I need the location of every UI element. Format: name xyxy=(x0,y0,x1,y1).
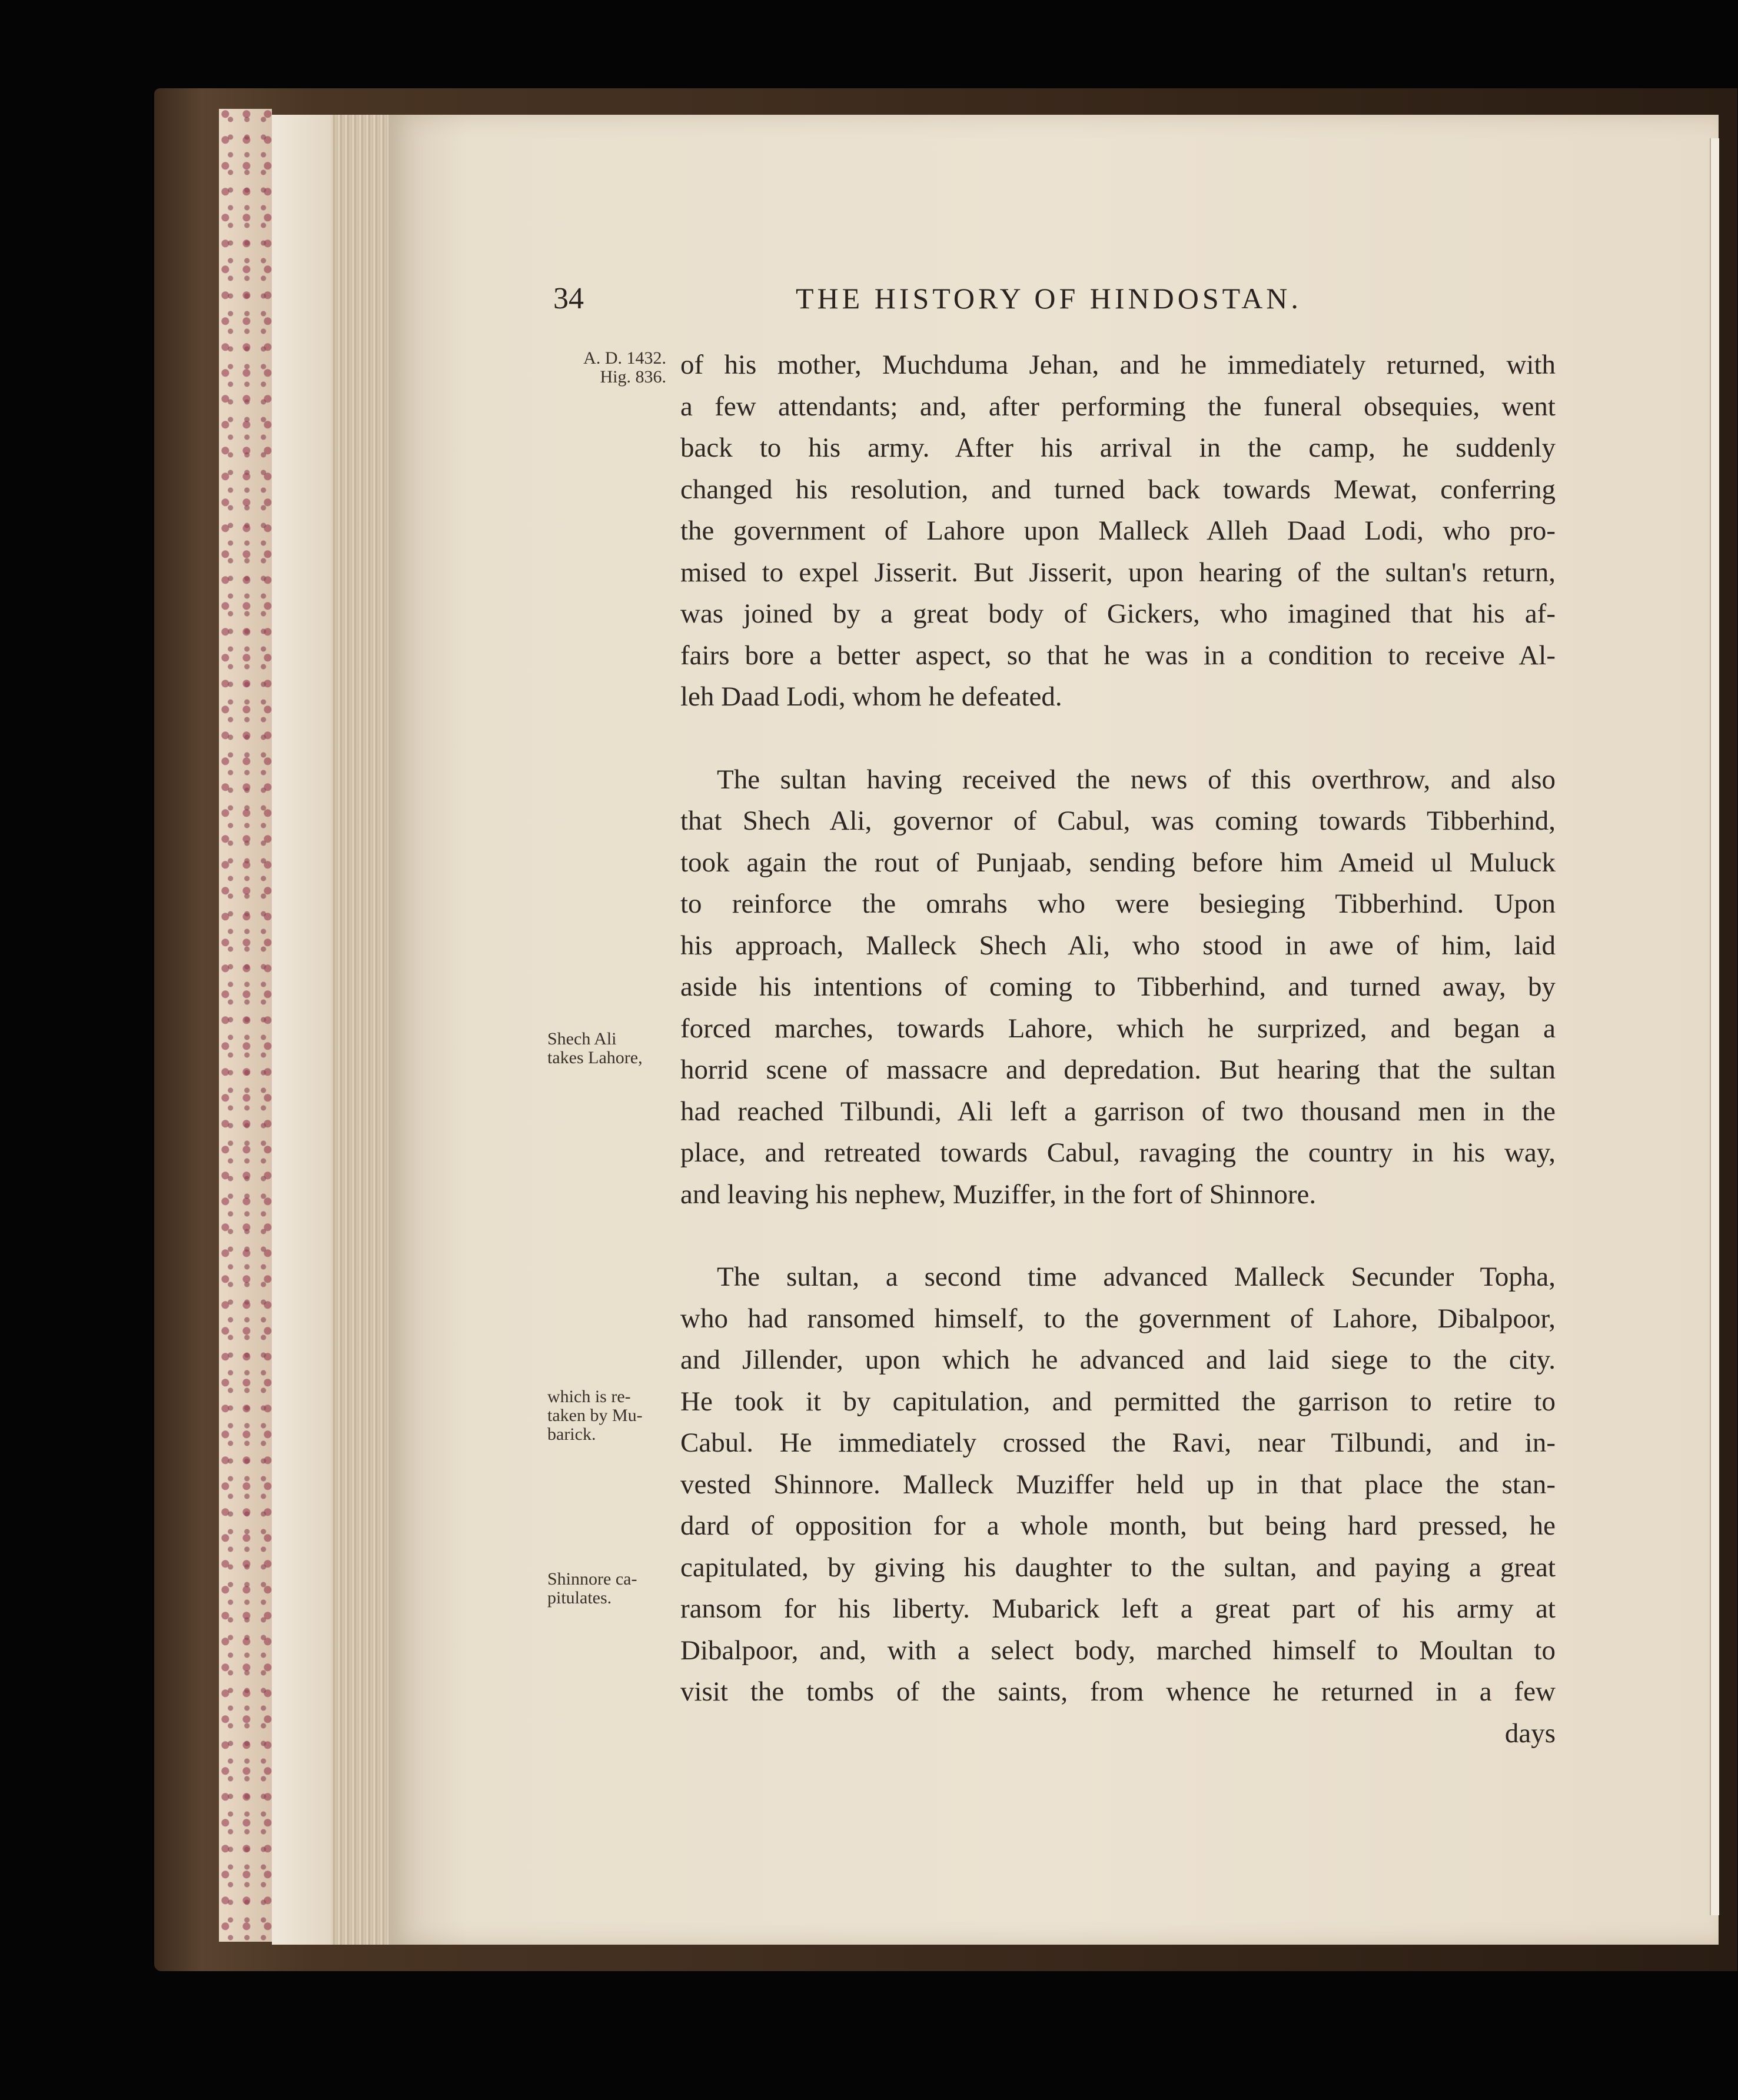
text-line: The sultan, a second time advanced Malleck Secunder Topha, xyxy=(717,1262,1556,1292)
text-line: capitulated, by giving his daughter to the sultan, and paying a great xyxy=(680,1552,1556,1583)
text-line: who had ransomed himself, to the government of Lahore, Dibalpoor, xyxy=(680,1303,1556,1334)
margin-note-retaken: which is re- taken by Mu- barick. xyxy=(547,1387,643,1444)
paragraph-3 xyxy=(680,1256,1556,1754)
text-line: a few attendants; and, after performing the funeral obsequies, went xyxy=(680,391,1556,422)
text-line: vested Shinnore. Malleck Muziffer held up in that place the stan- xyxy=(680,1469,1556,1500)
margin-note-shech-ali: Shech Ali takes Lahore, xyxy=(547,1029,643,1067)
text-line: changed his resolution, and turned back towards Mewat, conferring xyxy=(680,474,1556,505)
text-line: and leaving his nephew, Muziffer, in the fort of Shinnore. xyxy=(680,1179,1317,1210)
text-line: visit the tombs of the saints, from whence he returned in a few xyxy=(680,1676,1556,1707)
running-title: THE HISTORY OF HINDOSTAN. xyxy=(796,282,1302,315)
text-line: that Shech Ali, governor of Cabul, was coming towards Tibberhind, xyxy=(680,806,1556,836)
text-line: leh Daad Lodi, whom he defeated. xyxy=(680,681,1062,712)
text-line: place, and retreated towards Cabul, ravaging the country in his way, xyxy=(680,1137,1556,1168)
marbled-endpaper xyxy=(219,109,272,1942)
text-line: to reinforce the omrahs who were besieging Tibberhind. Upon xyxy=(680,888,1556,919)
body-text xyxy=(680,344,1556,1754)
text-line: of his mother, Muchduma Jehan, and he immediately returned, with xyxy=(680,350,1556,380)
page-number: 34 xyxy=(553,282,584,315)
text-line: fairs bore a better aspect, so that he was in a condition to receive Al- xyxy=(680,640,1556,671)
text-line: took again the rout of Punjaab, sending before him Ameid ul Muluck xyxy=(680,847,1556,878)
text-line: He took it by capitulation, and permitted the garrison to retire to xyxy=(680,1386,1556,1417)
page-right-edge xyxy=(1710,138,1719,1915)
text-line: and Jillender, upon which he advanced and laid siege to the city. xyxy=(680,1344,1556,1375)
page-header xyxy=(0,281,1738,322)
text-line: Cabul. He immediately crossed the Ravi, near Tilbundi, and in- xyxy=(680,1427,1556,1458)
catchword: days xyxy=(1504,1718,1556,1749)
margin-note-shinnore: Shinnore ca- pitulates. xyxy=(547,1569,637,1608)
text-line: ransom for his liberty. Mubarick left a great part of his army at xyxy=(680,1593,1556,1624)
text-line: his approach, Malleck Shech Ali, who stood in awe of him, laid xyxy=(680,930,1556,961)
text-line: back to his army. After his arrival in the camp, he suddenly xyxy=(680,432,1556,463)
paragraph-2 xyxy=(680,759,1556,1216)
text-line: had reached Tilbundi, Ali left a garrison of two thousand men in the xyxy=(680,1096,1556,1127)
text-line: dard of opposition for a whole month, but being hard pressed, he xyxy=(680,1510,1556,1541)
text-line: The sultan having received the news of this overthrow, and also xyxy=(717,764,1556,795)
paragraph-1 xyxy=(680,344,1556,718)
text-line: the government of Lahore upon Malleck Alleh Daad Lodi, who pro- xyxy=(680,515,1556,546)
text-line: Dibalpoor, and, with a select body, marched himself to Moultan to xyxy=(680,1635,1556,1666)
text-line: horrid scene of massacre and depredation. But hearing that the sultan xyxy=(680,1054,1556,1085)
text-line: mised to expel Jisserit. But Jisserit, upon hearing of the sultan's return, xyxy=(680,557,1556,588)
text-line: was joined by a great body of Gickers, who imagined that his af- xyxy=(680,598,1556,629)
text-line: aside his intentions of coming to Tibberhind, and turned away, by xyxy=(680,971,1556,1002)
page-edges-light xyxy=(272,115,331,1945)
text-line: forced marches, towards Lahore, which he surprized, and began a xyxy=(680,1013,1556,1044)
margin-note-date: A. D. 1432. Hig. 836. xyxy=(583,348,666,387)
